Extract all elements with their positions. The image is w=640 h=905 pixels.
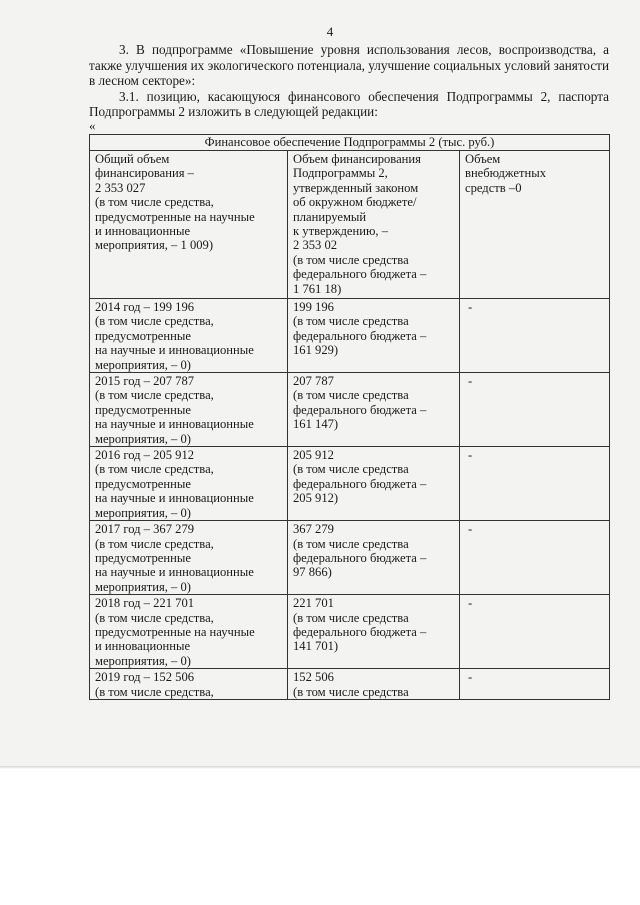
year-total-text: 2015 год – 207 787 (в том числе средства, предусмотренные на научные и инновационные мероприятия, – 0)	[95, 374, 254, 446]
year-total-cell	[90, 447, 288, 521]
table-title-row	[90, 135, 610, 151]
year-extrabudget-cell	[460, 447, 610, 521]
total-financing-cell	[90, 151, 288, 299]
table-row	[90, 521, 610, 595]
year-total-text: 2018 год – 221 701 (в том числе средства, предусмотренные на научные и инновационные мероприятия, – 0)	[95, 596, 255, 668]
year-budget-cell	[288, 669, 460, 700]
year-budget-cell	[288, 299, 460, 373]
extrabudget-cell	[460, 151, 610, 299]
year-extrabudget-cell	[460, 299, 610, 373]
year-total-cell	[90, 595, 288, 669]
year-budget-cell	[288, 447, 460, 521]
opening-quote: «	[89, 117, 96, 133]
table-row	[90, 373, 610, 447]
table-row	[90, 447, 610, 521]
year-budget-text: 152 506 (в том числе средства	[293, 670, 409, 699]
year-total-cell	[90, 521, 288, 595]
table-row	[90, 595, 610, 669]
year-total-text: 2014 год – 199 196 (в том числе средства, предусмотренные на научные и инновационные мероприятия, – 0)	[95, 300, 254, 372]
year-extrabudget-text: -	[468, 448, 473, 463]
year-budget-text: 367 279 (в том числе средства федерального бюджета – 97 866)	[293, 522, 427, 580]
year-extrabudget-cell	[460, 669, 610, 700]
extrabudget-text: Объем внебюджетных средств –0	[465, 152, 546, 195]
year-budget-text: 207 787 (в том числе средства федерального бюджета – 161 147)	[293, 374, 427, 432]
page-bottom-edge	[0, 766, 640, 769]
year-total-text: 2016 год – 205 912 (в том числе средства, предусмотренные на научные и инновационные мероприятия, – 0)	[95, 448, 254, 520]
year-total-cell	[90, 299, 288, 373]
year-extrabudget-text: -	[468, 522, 473, 537]
year-extrabudget-cell	[460, 595, 610, 669]
year-extrabudget-text: -	[468, 374, 473, 389]
document-body	[89, 42, 609, 132]
year-total-cell	[90, 669, 288, 700]
financing-table	[89, 134, 610, 700]
year-extrabudget-text: -	[468, 670, 473, 685]
year-budget-cell	[288, 373, 460, 447]
year-total-text: 2019 год – 152 506 (в том числе средства,	[95, 670, 214, 699]
year-budget-cell	[288, 521, 460, 595]
year-budget-text: 199 196 (в том числе средства федерального бюджета – 161 929)	[293, 300, 427, 358]
year-budget-text: 221 701 (в том числе средства федерального бюджета – 141 701)	[293, 596, 427, 654]
year-total-cell	[90, 373, 288, 447]
paragraph-3: 3. В подпрограмме «Повышение уровня использования лесов, воспроизводства, а также улучшения их экологического потенциала, улучшение социальных условий занятости в лесном секторе»:	[89, 42, 609, 88]
table-header-row	[90, 151, 610, 299]
budget-financing-text: Объем финансирования Подпрограммы 2, утвержденный законом об окружном бюджете/ планируемый к утверждению, – 2 353 02 (в том числе средства федерального бюджета – 1 761 18)	[293, 152, 427, 296]
year-extrabudget-cell	[460, 373, 610, 447]
year-extrabudget-cell	[460, 521, 610, 595]
total-financing-text: Общий объем финансирования – 2 353 027 (в том числе средства, предусмотренные на научные и инновационные мероприятия, – 1 009)	[95, 152, 255, 253]
year-total-text: 2017 год – 367 279 (в том числе средства, предусмотренные на научные и инновационные мероприятия, – 0)	[95, 522, 254, 594]
year-extrabudget-text: -	[468, 596, 473, 611]
table-title: Финансовое обеспечение Подпрограммы 2 (тыс. руб.)	[90, 135, 610, 151]
table-row	[90, 669, 610, 700]
budget-financing-cell	[288, 151, 460, 299]
page-number: 4	[326, 24, 334, 39]
table-row	[90, 299, 610, 373]
year-budget-text: 205 912 (в том числе средства федерального бюджета – 205 912)	[293, 448, 427, 506]
paragraph-3-1: 3.1. позицию, касающуюся финансового обеспечения Подпрограммы 2, паспорта Подпрограммы 2 изложить в следующей редакции:	[89, 88, 609, 119]
year-extrabudget-text: -	[468, 300, 473, 314]
year-budget-cell	[288, 595, 460, 669]
